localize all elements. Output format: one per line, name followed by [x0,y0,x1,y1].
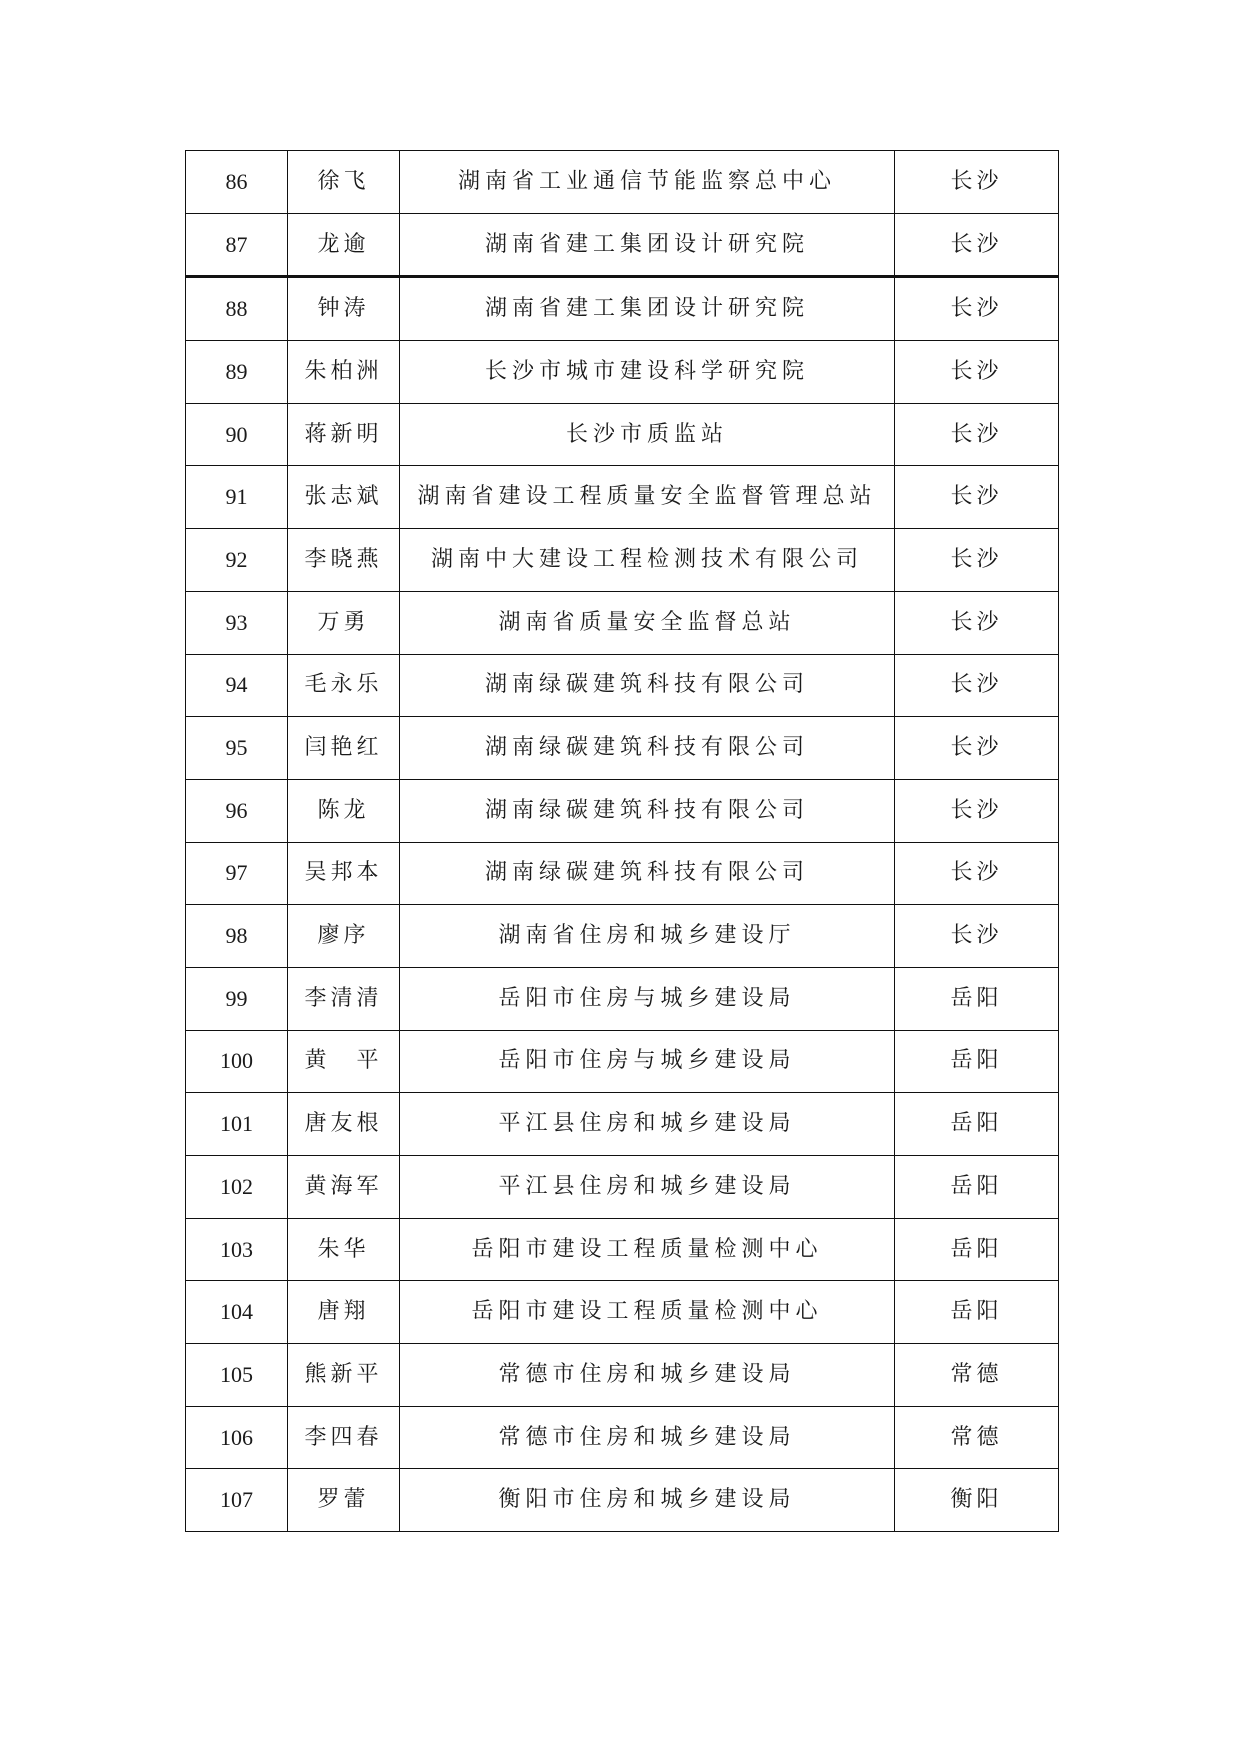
row-number: 103 [186,1218,288,1281]
row-number: 91 [186,466,288,529]
row-number: 86 [186,151,288,214]
person-name: 钟涛 [288,277,400,341]
table-row [186,1093,1059,1156]
row-number: 87 [186,213,288,277]
organization: 岳阳市建设工程质量检测中心 [400,1218,895,1281]
person-name: 万勇 [288,591,400,654]
row-number: 102 [186,1156,288,1219]
organization: 湖南省建设工程质量安全监督管理总站 [400,466,895,529]
table-row [186,151,1059,214]
organization: 湖南省质量安全监督总站 [400,591,895,654]
row-number: 95 [186,717,288,780]
region: 长沙 [895,277,1059,341]
organization: 湖南省建工集团设计研究院 [400,213,895,277]
region: 常德 [895,1344,1059,1407]
person-name: 罗蕾 [288,1469,400,1532]
organization: 湖南绿碳建筑科技有限公司 [400,779,895,842]
table-row [186,1406,1059,1469]
region: 常德 [895,1406,1059,1469]
row-number: 107 [186,1469,288,1532]
table-row [186,905,1059,968]
table-row [186,403,1059,466]
region: 长沙 [895,529,1059,592]
person-name: 唐友根 [288,1093,400,1156]
person-name: 徐飞 [288,151,400,214]
person-name: 朱柏洲 [288,341,400,404]
organization: 湖南中大建设工程检测技术有限公司 [400,529,895,592]
table-row [186,1469,1059,1532]
table-row [186,277,1059,341]
person-name: 龙逾 [288,213,400,277]
person-name: 张志斌 [288,466,400,529]
region: 岳阳 [895,1281,1059,1344]
table-row [186,341,1059,404]
organization: 湖南绿碳建筑科技有限公司 [400,654,895,717]
organization: 湖南省住房和城乡建设厅 [400,905,895,968]
person-name: 吴邦本 [288,842,400,905]
table-row [186,967,1059,1030]
person-name: 闫艳红 [288,717,400,780]
person-name: 陈龙 [288,779,400,842]
region: 岳阳 [895,1218,1059,1281]
row-number: 90 [186,403,288,466]
organization: 岳阳市住房与城乡建设局 [400,967,895,1030]
region: 长沙 [895,591,1059,654]
person-name: 蒋新明 [288,403,400,466]
row-number: 99 [186,967,288,1030]
region: 衡阳 [895,1469,1059,1532]
region: 岳阳 [895,1030,1059,1093]
organization: 常德市住房和城乡建设局 [400,1406,895,1469]
region: 长沙 [895,842,1059,905]
personnel-table-body [186,151,1059,1532]
region: 长沙 [895,341,1059,404]
region: 长沙 [895,654,1059,717]
row-number: 93 [186,591,288,654]
row-number: 97 [186,842,288,905]
organization: 岳阳市住房与城乡建设局 [400,1030,895,1093]
row-number: 94 [186,654,288,717]
organization: 平江县住房和城乡建设局 [400,1156,895,1219]
region: 岳阳 [895,1093,1059,1156]
organization: 长沙市城市建设科学研究院 [400,341,895,404]
row-number: 89 [186,341,288,404]
region: 长沙 [895,779,1059,842]
table-row [186,1156,1059,1219]
region: 长沙 [895,213,1059,277]
organization: 岳阳市建设工程质量检测中心 [400,1281,895,1344]
region: 长沙 [895,466,1059,529]
table-row [186,466,1059,529]
row-number: 104 [186,1281,288,1344]
row-number: 106 [186,1406,288,1469]
row-number: 98 [186,905,288,968]
person-name: 黄海军 [288,1156,400,1219]
person-name: 李清清 [288,967,400,1030]
row-number: 100 [186,1030,288,1093]
organization: 长沙市质监站 [400,403,895,466]
row-number: 88 [186,277,288,341]
person-name: 熊新平 [288,1344,400,1407]
person-name: 毛永乐 [288,654,400,717]
organization: 湖南绿碳建筑科技有限公司 [400,842,895,905]
organization: 湖南绿碳建筑科技有限公司 [400,717,895,780]
personnel-table [185,150,1059,1532]
row-number: 92 [186,529,288,592]
table-row [186,654,1059,717]
organization: 衡阳市住房和城乡建设局 [400,1469,895,1532]
person-name: 朱华 [288,1218,400,1281]
row-number: 96 [186,779,288,842]
region: 长沙 [895,717,1059,780]
person-name: 唐翔 [288,1281,400,1344]
table-row [186,529,1059,592]
person-name: 廖序 [288,905,400,968]
table-row [186,842,1059,905]
person-name: 李四春 [288,1406,400,1469]
table-row [186,717,1059,780]
table-row [186,1030,1059,1093]
organization: 湖南省工业通信节能监察总中心 [400,151,895,214]
organization: 常德市住房和城乡建设局 [400,1344,895,1407]
organization: 平江县住房和城乡建设局 [400,1093,895,1156]
person-name: 李晓燕 [288,529,400,592]
table-row [186,1218,1059,1281]
table-row [186,591,1059,654]
table-row [186,1344,1059,1407]
table-row [186,213,1059,277]
organization: 湖南省建工集团设计研究院 [400,277,895,341]
region: 长沙 [895,403,1059,466]
table-row [186,1281,1059,1344]
region: 岳阳 [895,967,1059,1030]
row-number: 101 [186,1093,288,1156]
region: 岳阳 [895,1156,1059,1219]
person-name: 黄 平 [288,1030,400,1093]
region: 长沙 [895,151,1059,214]
row-number: 105 [186,1344,288,1407]
region: 长沙 [895,905,1059,968]
table-row [186,779,1059,842]
